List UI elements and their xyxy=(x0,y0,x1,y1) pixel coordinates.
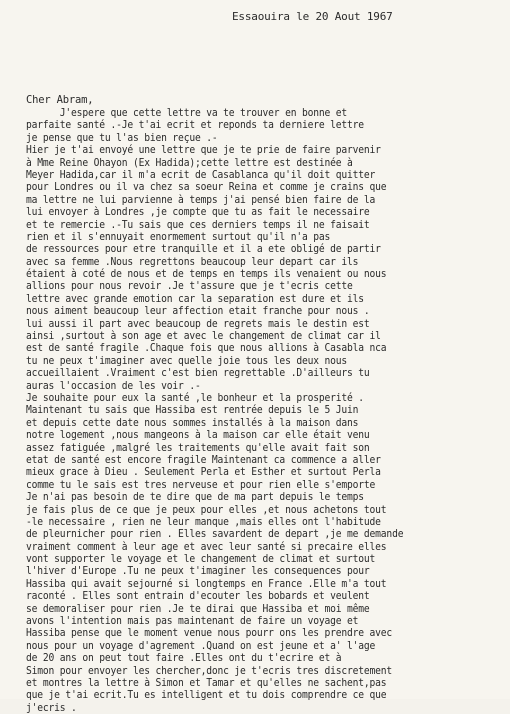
letter-line: j'ecris . xyxy=(26,701,77,714)
letter-line: Je souhaite pour eux la santé ,le bonheur et la prosperité . xyxy=(26,391,364,404)
letter-line: comme tu le sais est tres nerveuse et pour rien elle s'emporte xyxy=(26,478,376,491)
letter-line: auras l'occasion de les voir .- xyxy=(26,379,201,392)
letter-body xyxy=(26,107,403,714)
letter-line: tu ne peux t'imaginer avec quelle joie tous les deux nous xyxy=(26,354,348,367)
letter-line: de pleurnicher pour rien . Elles savardent de depart ,je me demande xyxy=(26,528,404,541)
letter-line: à Mme Reine Ohayon (Ex Hadida);cette lettre est destinée à xyxy=(26,156,353,169)
letter-line: lui envoyer à Londres ,je compte que tu as fait le necessaire xyxy=(26,206,370,219)
letter-line: lettre avec grande emotion car la separation est dure et ils xyxy=(26,292,364,305)
letter-line: notre logement ,nous mangeons à la maison car elle était venu xyxy=(26,429,370,442)
letter-line: mieux grace à Dieu . Seulement Perla et Esther et surtout Perla xyxy=(26,466,381,479)
letter-line: avec sa femme .Nous regrettons beaucoup leur depart car ils xyxy=(26,255,359,268)
letter-line: allions pour nous revoir .Je t'assure que je t'ecris cette xyxy=(26,280,353,293)
letter-line: je fais plus de ce que je peux pour elles ,et nous achetons tout xyxy=(26,503,387,516)
letter-line: nous aiment beaucoup leur affection etait franche pour nous . xyxy=(26,305,370,318)
letter-line: vont supporter le voyage et le changement de climat et surtout xyxy=(26,553,376,566)
letter-line: pour Londres ou il va chez sa soeur Reina et comme je crains que xyxy=(26,181,387,194)
letter-line: accueillaient .Vraiment c'est bien regrettable .D'ailleurs tu xyxy=(26,367,370,380)
letter-line: l'hiver d'Europe .Tu ne peux t'imaginer les consequences pour xyxy=(26,565,370,578)
letter-line: et te remercie .-Tu sais que ces derniers temps il ne faisait xyxy=(26,218,370,231)
letter-line: Hassiba qui avait sejourné si longtemps en France .Elle m'a tout xyxy=(26,577,387,590)
letter-line: etat de santé est encore fragile Maintenant ca commence a aller xyxy=(26,453,381,466)
letter-line: nous pour un voyage d'agrement .Quand on est jeune et a' l'age xyxy=(26,639,376,652)
letter-greeting: Cher Abram, xyxy=(26,94,94,106)
letter-line: étaient à coté de nous et de temps en temps ils venaient ou nous xyxy=(26,268,387,281)
letter-line: Hier je t'ai envoyé une lettre que je te prie de faire parvenir xyxy=(26,144,381,157)
letter-line: vraiment comment à leur age et avec leur santé si precaire elles xyxy=(26,540,387,553)
letter-line: -le necessaire , rien ne leur manque ,mais elles ont l'habitude xyxy=(26,515,381,528)
letter-line: rien et il s'ennuyait enormement surtout qu'il n'a pas xyxy=(26,230,331,243)
letter-line: Je n'ai pas besoin de te dire que de ma part depuis le temps xyxy=(26,491,364,504)
letter-line: avons l'intention mais pas maintenant de faire un voyage et xyxy=(26,615,359,628)
letter-date: Essaouira le 20 Aout 1967 xyxy=(232,10,393,23)
letter-line: est de santé fragile .Chaque fois que nous allions à Casabla nca xyxy=(26,342,387,355)
letter-line: je pense que tu l'as bien reçue .- xyxy=(26,131,218,144)
letter-line: et depuis cette date nous sommes installés à la maison dans xyxy=(26,416,359,429)
letter-line: Maintenant tu sais que Hassiba est rentrée depuis le 5 Juin xyxy=(26,404,359,417)
letter-line: ma lettre ne lui parvienne à temps j'ai pensé bien faire de la xyxy=(26,193,376,206)
letter-line: Hassiba pense que le moment venue nous pourr ons les prendre avec xyxy=(26,627,393,640)
letter-line: se demoraliser pour rien .Je te dirai que Hassiba et moi même xyxy=(26,602,370,615)
letter-line: de 20 ans on peut tout faire .Elles ont du t'ecrire et à xyxy=(26,652,342,665)
letter-line: que je t'ai ecrit.Tu es intelligent et tu dois comprendre ce que xyxy=(26,689,387,702)
letter-line: lui aussi il part avec beaucoup de regrets mais le destin est xyxy=(26,317,370,330)
letter-line: assez fatiguée ,malgré les traitements qu'elle avait fait son xyxy=(26,441,370,454)
letter-line: raconté . Elles sont entrain d'ecouter les bobards et veulent xyxy=(26,590,370,603)
letter-line: parfaite santé .-Je t'ai ecrit et reponds ta derniere lettre xyxy=(26,119,364,132)
letter-line: J'espere que cette lettre va te trouver en bonne et xyxy=(26,107,348,119)
letter-line: Simon pour envoyer les chercher,donc je t'ecris tres discretement xyxy=(26,664,393,677)
letter-line: et montres la lettre à Simon et Tamar et qu'elles ne sachent,pas xyxy=(26,676,387,689)
letter-line: ainsi ,surtout à son age et avec le changement de climat car il xyxy=(26,330,381,343)
letter-line: Meyer Hadida,car il m'a ecrit de Casablanca qu'il doit quitter xyxy=(26,168,376,181)
letter-line: de ressources pour etre tranquille et il a ete obligé de partir xyxy=(26,243,381,256)
